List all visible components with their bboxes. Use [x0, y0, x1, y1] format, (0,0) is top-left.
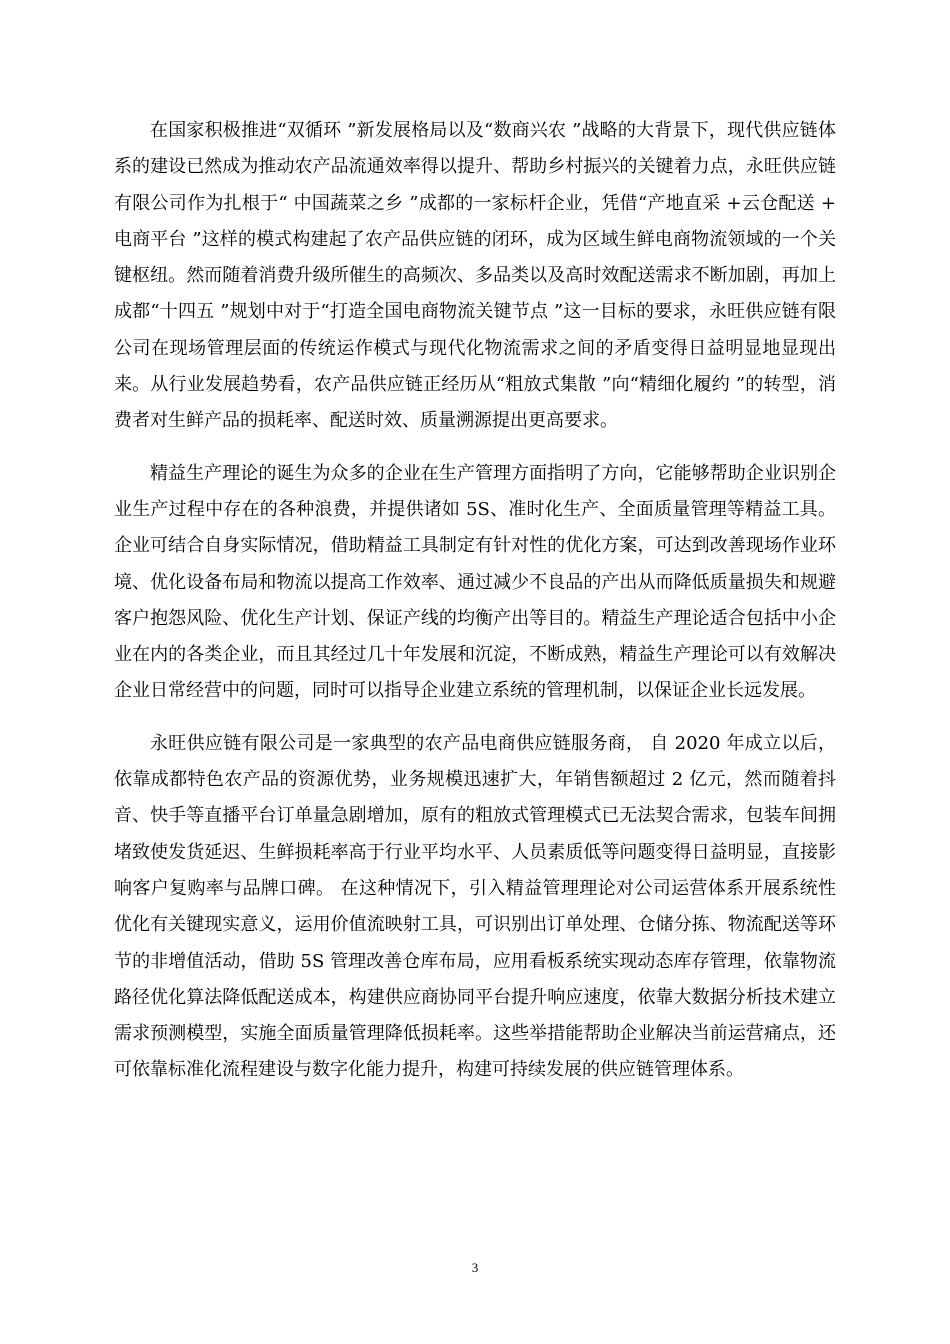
body-text: [114, 113, 836, 1105]
paragraph-1: 在国家积极推进“双循环 ”新发展格局以及“数商兴农 ”战略的大背景下，现代供应链体系的建设已然成为推动农产品流通效率得以提升、帮助乡村振兴的关键着力点，永旺供应链有限公司作为扎根于“ 中国蔬菜之乡 ”成都的一家标杆企业，凭借“产地直采 +云仓配送 + 电商平台 ”这样的模式构建起了农产品供应链的闭环，成为区域生鲜电商物流领域的一个关键枢纽。然而随着消费升级所催生的高频次、多品类以及高时效配送需求不断加剧，再加上成都“十四五 ”规划中对于“打造全国电商物流关键节点 ”这一目标的要求，永旺供应链有限公司在现场管理层面的传统运作模式与现代化物流需求之间的矛盾变得日益明显地显现出来。从行业发展趋势看，农产品供应链正经历从“粗放式集散 ”向“精细化履约 ”的转型，消费者对生鲜产品的损耗率、配送时效、质量溯源提出更高要求。: [114, 120, 836, 432]
paragraph-2: 精益生产理论的诞生为众多的企业在生产管理方面指明了方向，它能够帮助企业识别企业生产过程中存在的各种浪费，并提供诸如 5S、准时化生产、全面质量管理等精益工具。企业可结合自身实际情况，借助精益工具制定有针对性的优化方案，可达到改善现场作业环境、优化设备布局和物流以提高工作效率、通过减少不良品的产出从而降低质量损失和规避客户抱怨风险、优化生产计划、保证产线的均衡产出等目的。精益生产理论适合包括中小企业在内的各类企业，而且其经过几十年发展和沉淀，不断成熟，精益生产理论可以有效解决企业日常经营中的问题，同时可以指导企业建立系统的管理机制，以保证企业长远发展。: [114, 462, 836, 702]
page-number: 3: [471, 1260, 479, 1275]
paragraph-3: 永旺供应链有限公司是一家典型的农产品电商供应链服务商， 自 2020 年成立以后，依靠成都特色农产品的资源优势，业务规模迅速扩大，年销售额超过 2 亿元，然而随着抖音、快手等直播平台订单量急剧增加，原有的粗放式管理模式已无法契合需求，包装车间拥堵致使发货延迟、生鲜损耗率高于行业平均水平、人员素质低等问题变得日益明显，直接影响客户复购率与品牌口碑。 在这种情况下，引入精益管理理论对公司运营体系开展系统性优化有关键现实意义，运用价值流映射工具，可识别出订单处理、仓储分拣、物流配送等环节的非增值活动，借助 5S 管理改善仓库布局，应用看板系统实现动态库存管理，依靠物流路径优化算法降低配送成本，构建供应商协同平台提升响应速度，依靠大数据分析技术建立需求预测模型，实施全面质量管理降低损耗率。这些举措能帮助企业解决当前运营痛点，还可依靠标准化流程建设与数字化能力提升，构建可持续发展的供应链管理体系。: [114, 732, 836, 1081]
